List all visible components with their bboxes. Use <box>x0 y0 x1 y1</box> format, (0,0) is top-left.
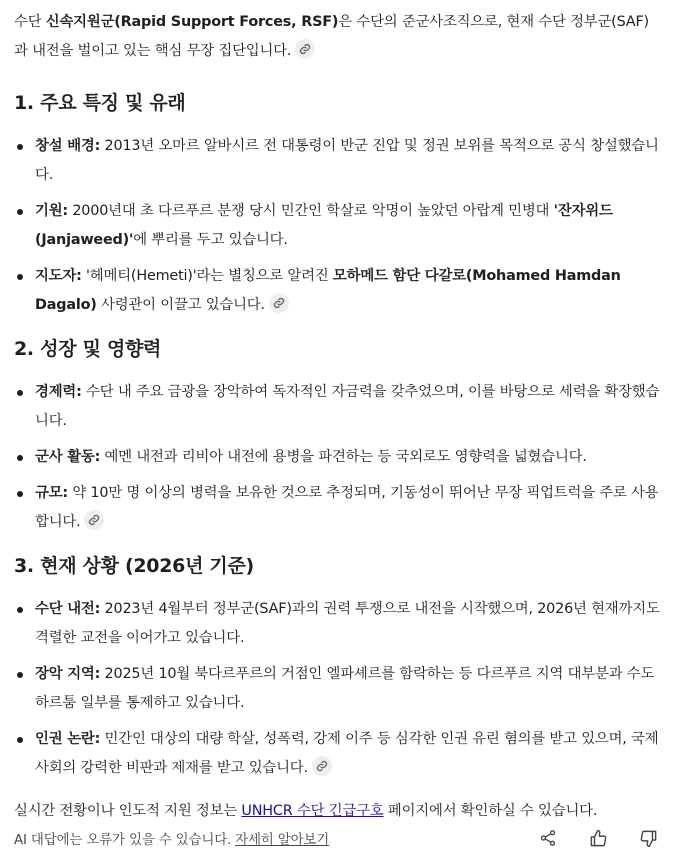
intro-text-pre: 수단 <box>14 14 46 30</box>
item-text: 2000년대 초 다르푸르 분쟁 당시 민간인 학살로 악명이 높았던 아랍계 민병대 <box>67 203 554 219</box>
source-link-button[interactable] <box>84 510 104 530</box>
thumbs-down-button[interactable] <box>636 826 660 850</box>
link-icon <box>88 514 100 526</box>
item-text: 에 뿌리를 두고 있습니다. <box>133 232 288 248</box>
item-label: 기원: <box>35 203 68 219</box>
share-button[interactable] <box>536 826 560 850</box>
item-text: 2013년 오마르 알바시르 전 대통령이 반군 진압 및 정권 보위를 목적으로 공식 창설했습니다. <box>35 138 659 183</box>
bullet-list <box>14 595 662 783</box>
list-item <box>14 595 662 653</box>
source-link-button[interactable] <box>269 293 289 313</box>
item-text: 2023년 4월부터 정부군(SAF)과의 권력 투쟁으로 내전을 시작했으며, 2026년 현재까지도 격렬한 교전을 이어가고 있습니다. <box>35 601 660 646</box>
item-label: 경제력: <box>35 384 82 400</box>
outro-paragraph <box>14 797 662 826</box>
thumbs-up-button[interactable] <box>586 826 610 850</box>
item-text: 예멘 내전과 리비아 내전에 용병을 파견하는 등 국외로도 영향력을 넓혔습니다. <box>100 449 587 465</box>
link-icon <box>299 43 311 55</box>
list-item <box>14 725 662 783</box>
bullet-list <box>14 132 662 320</box>
answer-content <box>14 8 662 826</box>
share-icon <box>539 829 557 847</box>
item-label: 창설 배경: <box>35 138 101 154</box>
answer-footer <box>14 824 660 852</box>
feedback-actions <box>536 824 660 852</box>
unhcr-link[interactable]: UNHCR 수단 긴급구호 <box>241 803 384 819</box>
thumbs-up-icon <box>589 829 608 848</box>
item-bold-term: '잔자위드(Janjaweed)' <box>35 203 613 248</box>
list-item <box>14 479 662 537</box>
item-label: 인권 논란: <box>35 731 101 747</box>
source-link-button[interactable] <box>312 756 332 776</box>
list-item <box>14 132 662 190</box>
outro-text-post: 페이지에서 확인하실 수 있습니다. <box>383 803 598 819</box>
list-item <box>14 262 662 320</box>
link-icon <box>273 297 285 309</box>
item-text: 2025년 10월 북다르푸르의 거점인 엘파셰르를 함락하는 등 다르푸르 지역 대부분과 수도 하르툼 일부를 통제하고 있습니다. <box>35 666 655 711</box>
item-label: 규모: <box>35 485 68 501</box>
list-item <box>14 378 662 436</box>
outro-text-pre: 실시간 전황이나 인도적 지원 정보는 <box>14 803 242 819</box>
section-heading: 2. 성장 및 영향력 <box>14 338 162 360</box>
item-bold-term: 모하메드 함단 다갈로(Mohamed Hamdan Dagalo) <box>35 268 621 313</box>
item-label: 수단 내전: <box>35 601 101 617</box>
list-item <box>14 197 662 255</box>
thumbs-down-icon <box>639 829 658 848</box>
intro-text-post: 은 수단의 준군사조직으로, 현재 수단 정부군(SAF)과 내전을 벌이고 있는 핵심 무장 집단입니다. <box>14 14 649 59</box>
item-text: 약 10만 명 이상의 병력을 보유한 것으로 추정되며, 기동성이 뛰어난 무장 픽업트럭을 주로 사용합니다. <box>35 485 659 530</box>
list-item <box>14 443 662 472</box>
bullet-list <box>14 378 662 537</box>
item-text: 민간인 대상의 대량 학살, 성폭력, 강제 이주 등 심각한 인권 유린 혐의를 받고 있으며, 국제사회의 강력한 비판과 제재를 받고 있습니다. <box>35 731 659 776</box>
item-label: 군사 활동: <box>35 449 101 465</box>
section-heading: 1. 주요 특징 및 유래 <box>14 92 186 114</box>
item-label: 지도자: <box>35 268 82 284</box>
item-text: 수단 내 주요 금광을 장악하여 독자적인 자금력을 갖추었으며, 이를 바탕으로 세력을 확장했습니다. <box>35 384 660 429</box>
section-heading: 3. 현재 상황 (2026년 기준) <box>14 555 254 577</box>
item-text: '헤메티(Hemeti)'라는 별칭으로 알려진 <box>81 268 333 284</box>
learn-more-link[interactable]: 자세히 알아보기 <box>235 832 330 848</box>
source-link-button[interactable] <box>295 39 315 59</box>
disclaimer-text: AI 대답에는 오류가 있을 수 있습니다. <box>14 832 232 848</box>
link-icon <box>316 760 328 772</box>
intro-text-bold: 신속지원군(Rapid Support Forces, RSF) <box>45 14 339 30</box>
list-item <box>14 660 662 718</box>
item-text: 사령관이 이끌고 있습니다. <box>96 297 265 313</box>
item-label: 장악 지역: <box>35 666 101 682</box>
intro-paragraph <box>14 8 662 66</box>
